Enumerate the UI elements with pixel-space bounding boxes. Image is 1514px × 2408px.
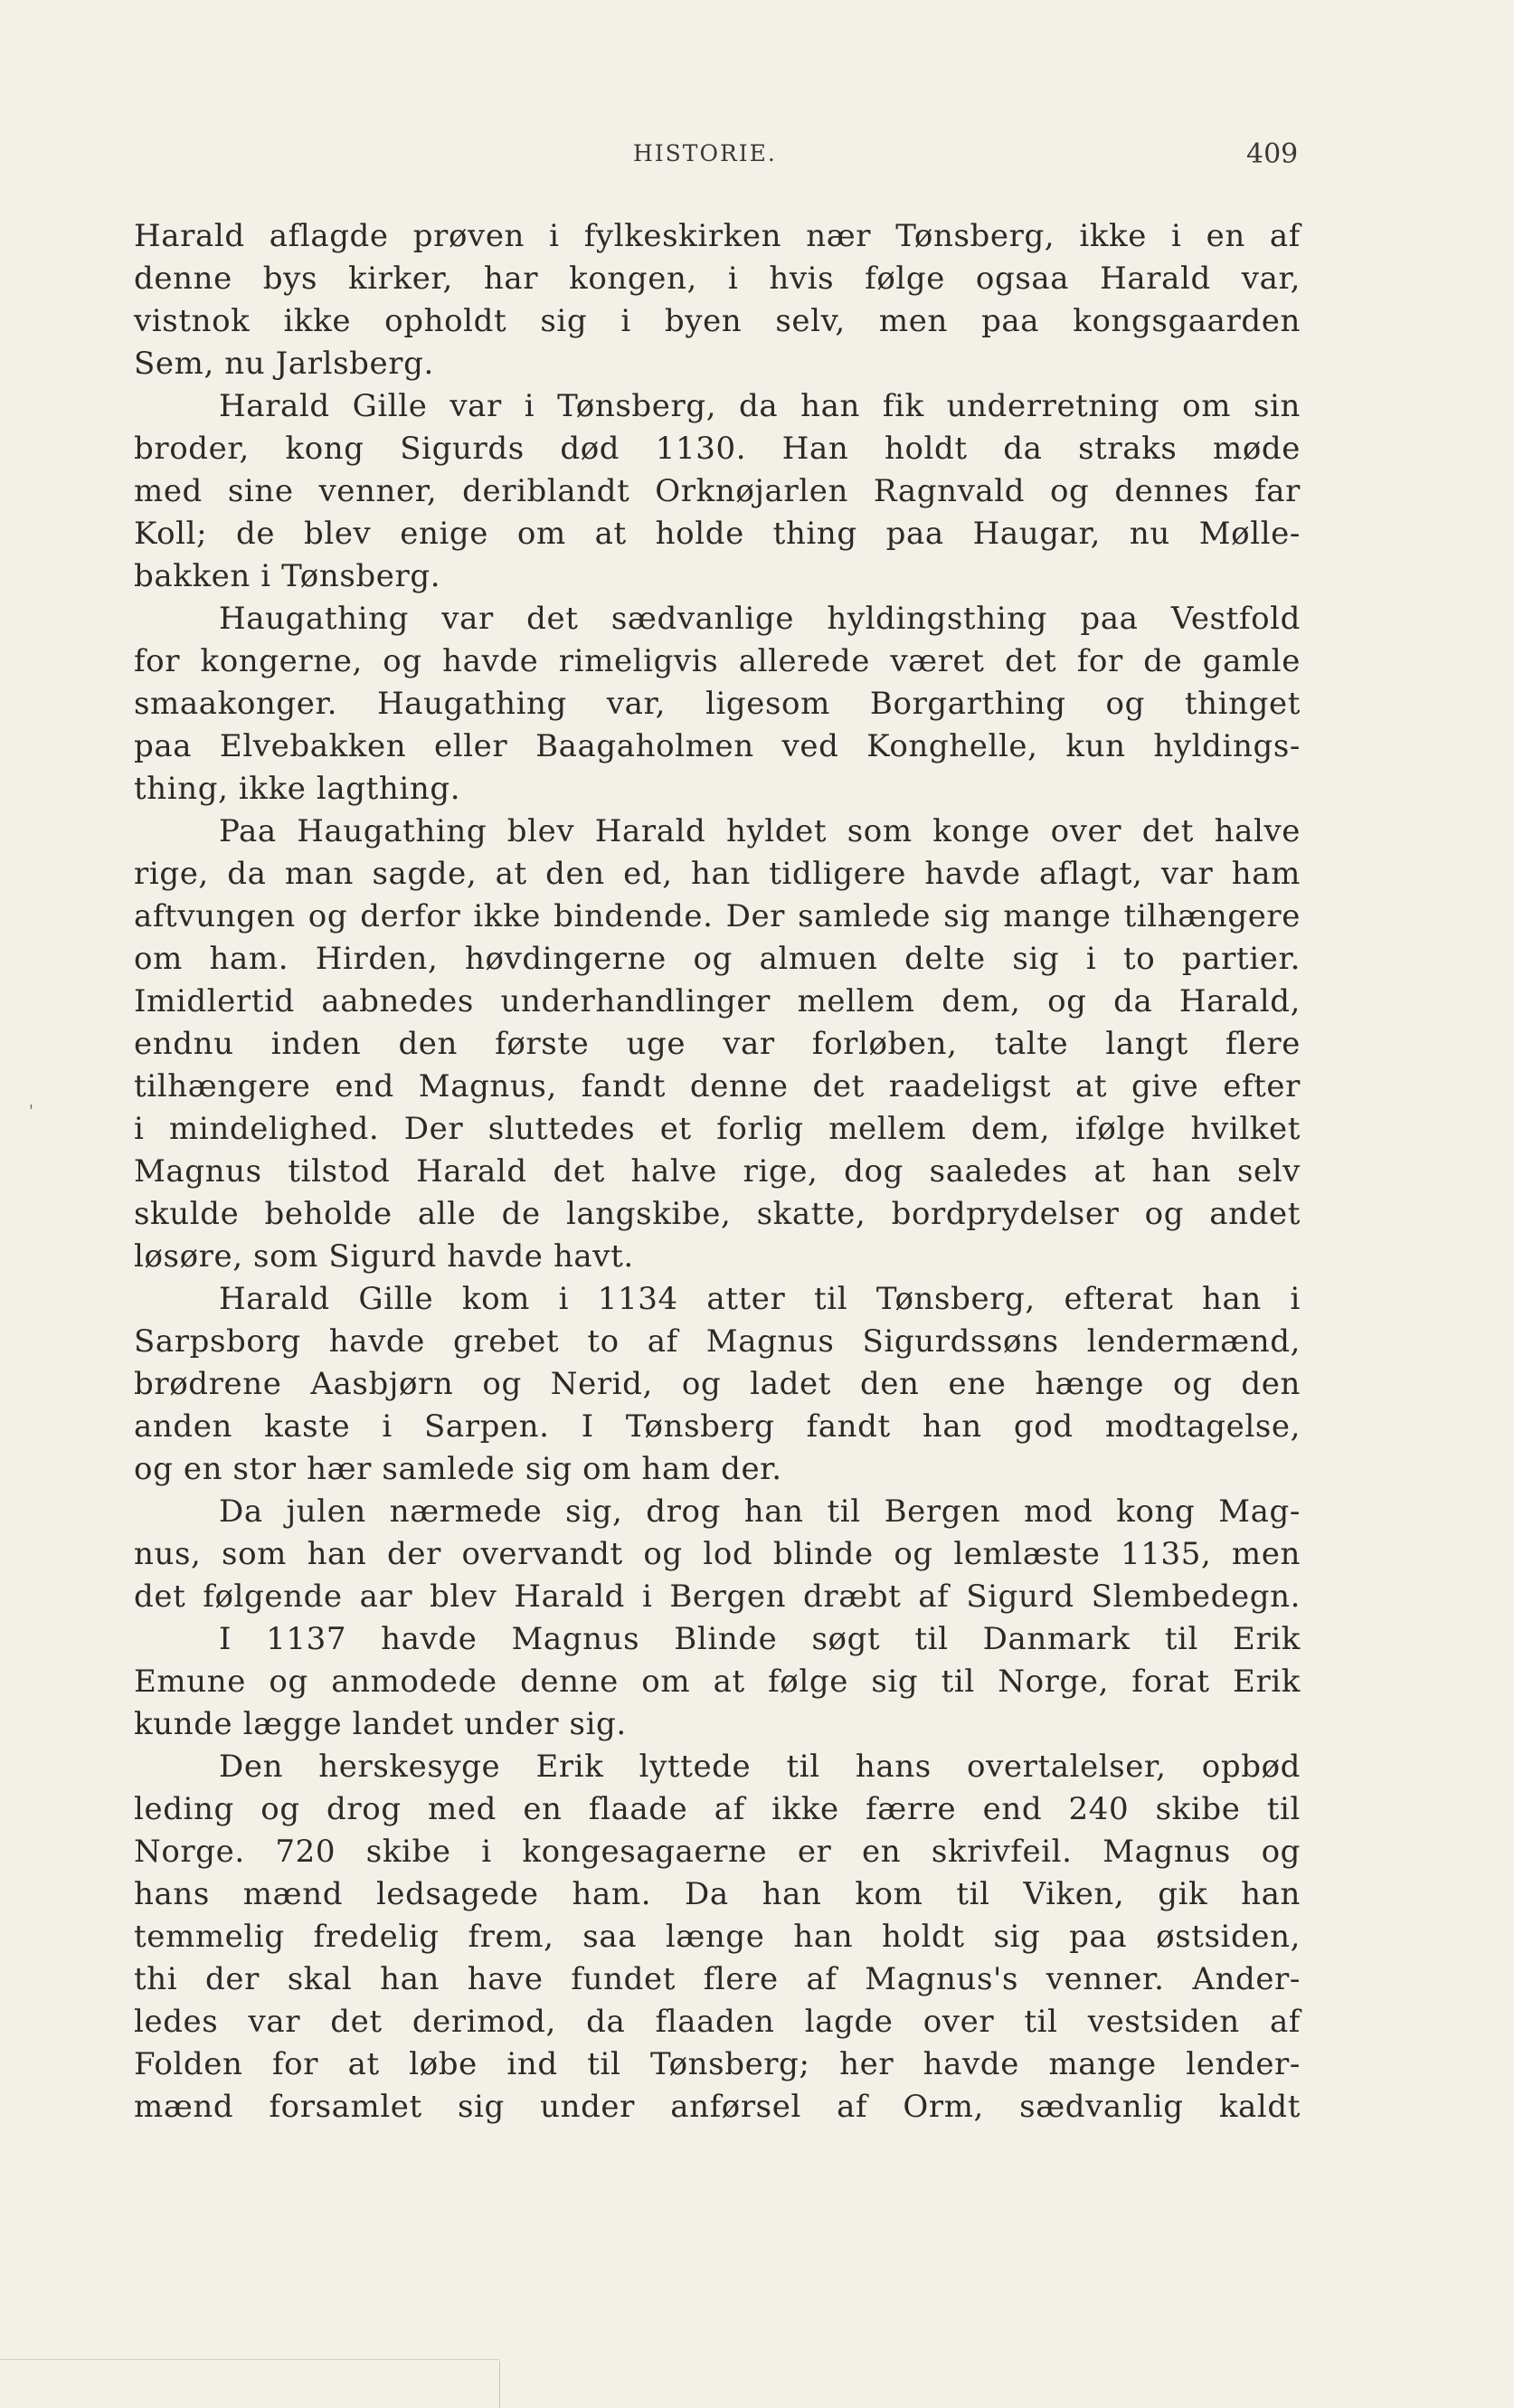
text-line: leding og drog med en flaade af ikke færre end 240 skibe til — [134, 1791, 1301, 1827]
text-line: ledes var det derimod, da flaaden lagde over til vestsiden af — [134, 2004, 1301, 2040]
text-line: kunde lægge landet under sig. — [134, 1706, 627, 1742]
text-line: denne bys kirker, har kongen, i hvis følge ogsaa Harald var, — [134, 261, 1301, 297]
text-line: skulde beholde alle de langskibe, skatte, bordprydelser og andet — [134, 1196, 1301, 1232]
text-line: Harald Gille kom i 1134 atter til Tønsberg, efterat han i — [219, 1281, 1301, 1317]
text-line: broder, kong Sigurds død 1130. Han holdt da straks møde — [134, 431, 1301, 467]
text-line: Magnus tilstod Harald det halve rige, dog saaledes at han selv — [134, 1153, 1301, 1190]
text-line: endnu inden den første uge var forløben, talte langt flere — [134, 1026, 1301, 1062]
text-line: mænd forsamlet sig under anførsel af Orm, sædvanlig kaldt — [134, 2089, 1301, 2125]
text-line: smaakonger. Haugathing var, ligesom Borgarthing og thinget — [134, 686, 1301, 722]
text-line: i mindelighed. Der sluttedes et forlig mellem dem, ifølge hvilket — [134, 1111, 1301, 1147]
text-line: Folden for at løbe ind til Tønsberg; her havde mange lender- — [134, 2046, 1301, 2082]
text-line: thing, ikke lagthing. — [134, 771, 461, 807]
page-header — [0, 140, 1514, 176]
text-line: løsøre, som Sigurd havde havt. — [134, 1238, 634, 1275]
text-line: nus, som han der overvandt og lod blinde og lemlæste 1135, men — [134, 1536, 1301, 1572]
text-line: Haugathing var det sædvanlige hyldingsthing paa Vestfold — [219, 601, 1301, 637]
text-line: Da julen nærmede sig, drog han til Bergen mod kong Mag- — [219, 1493, 1301, 1530]
text-line: aftvungen og derfor ikke bindende. Der samlede sig mange tilhængere — [134, 898, 1301, 934]
text-line: Emune og anmodede denne om at følge sig til Norge, forat Erik — [134, 1664, 1301, 1700]
text-line: om ham. Hirden, høvdingerne og almuen delte sig i to partier. — [134, 941, 1301, 977]
text-line: og en stor hær samlede sig om ham der. — [134, 1451, 782, 1487]
text-line: rige, da man sagde, at den ed, han tidligere havde aflagt, var ham — [134, 856, 1301, 892]
text-line: thi der skal han have fundet flere af Magnus's venner. Ander- — [134, 1961, 1301, 1997]
text-line: vistnok ikke opholdt sig i byen selv, men paa kongsgaarden — [134, 303, 1301, 339]
text-line: Koll; de blev enige om at holde thing paa Haugar, nu Mølle- — [134, 516, 1301, 552]
text-line: med sine venner, deriblandt Orknøjarlen Ragnvald og dennes far — [134, 473, 1301, 509]
text-line: hans mænd ledsagede ham. Da han kom til Viken, gik han — [134, 1876, 1301, 1912]
text-line: Sarpsborg havde grebet to af Magnus Sigurdssøns lendermænd, — [134, 1323, 1301, 1360]
page-number: 409 — [1246, 138, 1299, 170]
text-line: Sem, nu Jarlsberg. — [134, 346, 434, 382]
scan-edge-line — [0, 2359, 499, 2360]
text-line: Imidlertid aabnedes underhandlinger mellem dem, og da Harald, — [134, 983, 1301, 1019]
text-line: I 1137 havde Magnus Blinde søgt til Danmark til Erik — [219, 1621, 1301, 1657]
text-line: Paa Haugathing blev Harald hyldet som konge over det halve — [219, 813, 1301, 849]
text-line: anden kaste i Sarpen. I Tønsberg fandt han god modtagelse, — [134, 1408, 1301, 1445]
text-line: paa Elvebakken eller Baagaholmen ved Konghelle, kun hyldings- — [134, 728, 1301, 764]
text-line: Den herskesyge Erik lyttede til hans overtalelser, opbød — [219, 1749, 1301, 1785]
running-title: HISTORIE. — [633, 140, 777, 166]
text-line: tilhængere end Magnus, fandt denne det raadeligst at give efter — [134, 1068, 1301, 1104]
margin-mark: ' — [29, 1102, 33, 1121]
text-line: Harald Gille var i Tønsberg, da han fik underretning om sin — [219, 388, 1301, 424]
text-line: Harald aflagde prøven i fylkeskirken nær Tønsberg, ikke i en af — [134, 218, 1301, 254]
body-text — [134, 215, 1301, 2128]
text-line: temmelig fredelig frem, saa længe han holdt sig paa østsiden, — [134, 1919, 1301, 1955]
text-line: bakken i Tønsberg. — [134, 558, 441, 594]
text-line: brødrene Aasbjørn og Nerid, og ladet den ene hænge og den — [134, 1366, 1301, 1402]
scan-gutter-line — [499, 2361, 500, 2408]
text-line: for kongerne, og havde rimeligvis allerede været det for de gamle — [134, 643, 1301, 679]
text-line: Norge. 720 skibe i kongesagaerne er en skrivfeil. Magnus og — [134, 1834, 1301, 1870]
text-line: det følgende aar blev Harald i Bergen dræbt af Sigurd Slembedegn. — [134, 1578, 1301, 1615]
